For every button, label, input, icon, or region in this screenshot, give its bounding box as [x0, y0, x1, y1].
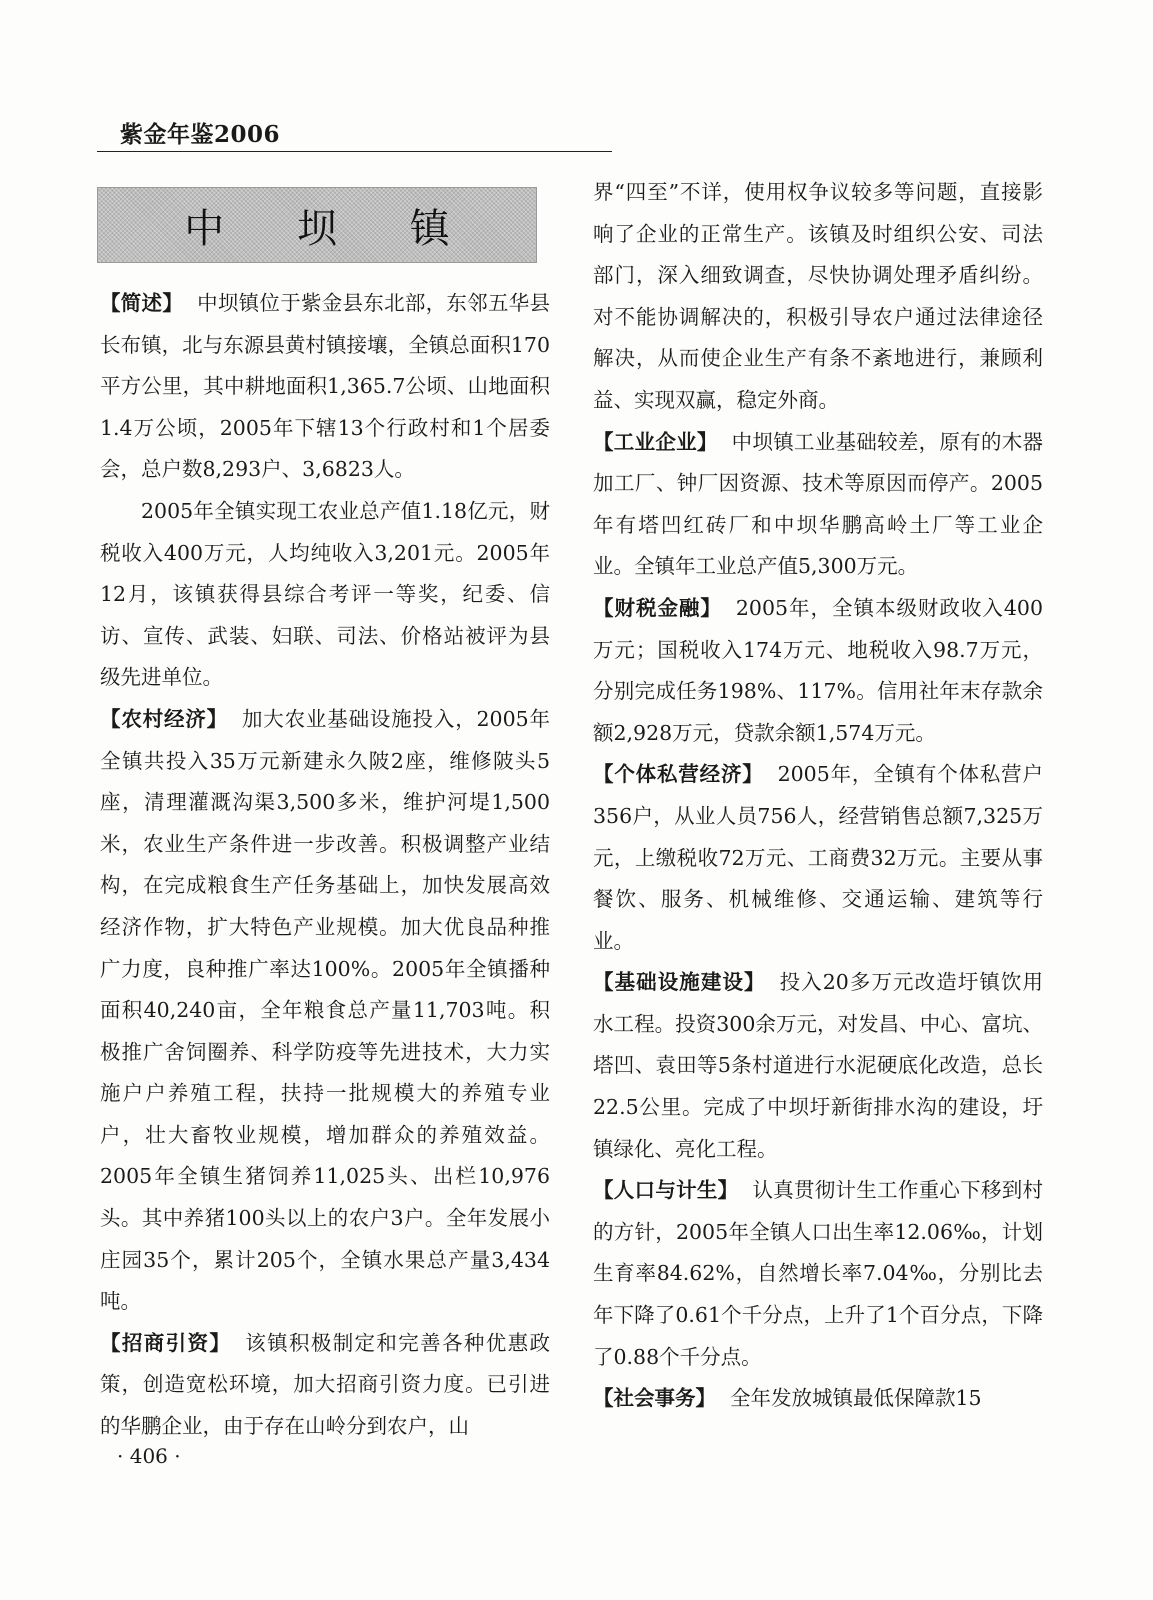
section-heading: 【人口与计生】 [593, 1178, 739, 1203]
paragraph-industry [593, 422, 1043, 588]
paragraph-overview [100, 283, 550, 491]
paragraph-text: 全年发放城镇最低保障款15 [730, 1386, 982, 1411]
right-column [593, 172, 1043, 1420]
article-title: 中 坝 镇 [184, 205, 480, 252]
article-title-box [97, 187, 537, 263]
paragraph-text: 界“四至”不详，使用权争议较多等问题，直接影响了企业的正常生产。该镇及时组织公安、司法部门，深入细致调查，尽快协调处理矛盾纠纷。对不能协调解决的，积极引导农户通过法律途径解决，从而使企业生产有条不紊地进行，兼顾利益、实现双赢，稳定外商。 [593, 180, 1043, 412]
section-heading: 【农村经济】 [100, 706, 228, 731]
paragraph-rural-economy [100, 699, 550, 1323]
paragraph-text: 2005年，全镇本级财政收入400万元；国税收入174万元、地税收入98.7万元，分别完成任务198%、117%。信用社年末存款余额2,928万元，贷款余额1,574万元。 [593, 595, 1043, 745]
paragraph-finance [593, 588, 1043, 754]
section-heading: 【简述】 [100, 291, 184, 315]
paragraph-private-economy [593, 754, 1043, 962]
section-heading: 【个体私营经济】 [593, 762, 764, 787]
paragraph-population [593, 1170, 1043, 1378]
paragraph-text: 加大农业基础设施投入，2005年全镇共投入35万元新建永久陂2座，维修陂头5座，清理灌溉沟渠3,500多米，维护河堤1,500米，农业生产条件进一步改善。积极调整产业结构，在完成粮食生产任务基础上，加快发展高效经济作物，扩大特色产业规模。加大优良品种推广力度，良种推广率达100%。2005年全镇播种面积40,240亩，全年粮食总产量11,703吨。积极推广舍饲圈养、科学防疫等先进技术，大力实施户户养殖工程，扶持一批规模大的养殖专业户，壮大畜牧业规模，增加群众的养殖效益。2005年全镇生猪饲养11,025头、出栏10,976头。其中养猪100头以上的农户3户。全年发展小庄园35个，累计205个，全镇水果总产量3,434吨。 [100, 706, 551, 1314]
paragraph-text: 2005年全镇实现工农业总产值1.18亿元，财税收入400万元，人均纯收入3,201元。2005年12月，该镇获得县综合考评一等奖，纪委、信访、宣传、武装、妇联、司法、价格站被评为县级先进单位。 [100, 498, 550, 690]
paragraph-text: 该镇积极制定和完善各种优惠政策，创造宽松环境，加大招商引资力度。已引进的华鹏企业，由于存在山岭分到农户，山 [100, 1330, 551, 1439]
section-heading: 【工业企业】 [593, 429, 718, 454]
paragraph-summary [100, 491, 550, 699]
section-heading: 【社会事务】 [593, 1386, 716, 1411]
paragraph-text: 中坝镇工业基础较差，原有的木器加工厂、钟厂因资源、技术等原因而停产。2005年有塔凹红砖厂和中坝华鹏高岭土厂等工业企业。全镇年工业总产值5,300万元。 [593, 429, 1044, 579]
paragraph-text: 2005年，全镇有个体私营户356户，从业人员756人，经营销售总额7,325万元，上缴税收72万元、工商费32万元。主要从事餐饮、服务、机械维修、交通运输、建筑等行业。 [593, 762, 1044, 953]
paragraph-text: 投入20多万元改造圩镇饮用水工程。投资300余万元，对发昌、中心、富坑、塔凹、袁田等5条村道进行水泥硬底化改造，总长22.5公里。完成了中坝圩新街排水沟的建设，圩镇绿化、亮化工程。 [593, 970, 1043, 1161]
paragraph-text: 中坝镇位于紫金县东北部，东邻五华县长布镇，北与东源县黄村镇接壤，全镇总面积170平方公里，其中耕地面积1,365.7公顷、山地面积1.4万公顷，2005年下辖13个行政村和1个居委会，总户数8,293户、3,6823人。 [100, 291, 551, 482]
paragraph-infrastructure [593, 962, 1043, 1170]
paragraph-investment-cont [593, 172, 1043, 422]
section-heading: 【基础设施建设】 [593, 970, 766, 995]
paragraph-text: 认真贯彻计生工作重心下移到村的方针，2005年全镇人口出生率12.06‰，计划生育率84.62%，自然增长率7.04‰，分别比去年下降了0.61个千分点，上升了1个百分点，下降了0.88个千分点。 [593, 1178, 1044, 1369]
left-column [100, 283, 550, 1448]
section-heading: 【招商引资】 [100, 1330, 232, 1355]
paragraph-social-affairs [593, 1378, 1043, 1420]
header-rule [97, 151, 612, 152]
page-number: · 406 · [117, 1444, 181, 1468]
running-header: 紫金年鉴2006 [120, 121, 281, 148]
section-heading: 【财税金融】 [593, 595, 722, 620]
paragraph-investment [100, 1323, 550, 1448]
